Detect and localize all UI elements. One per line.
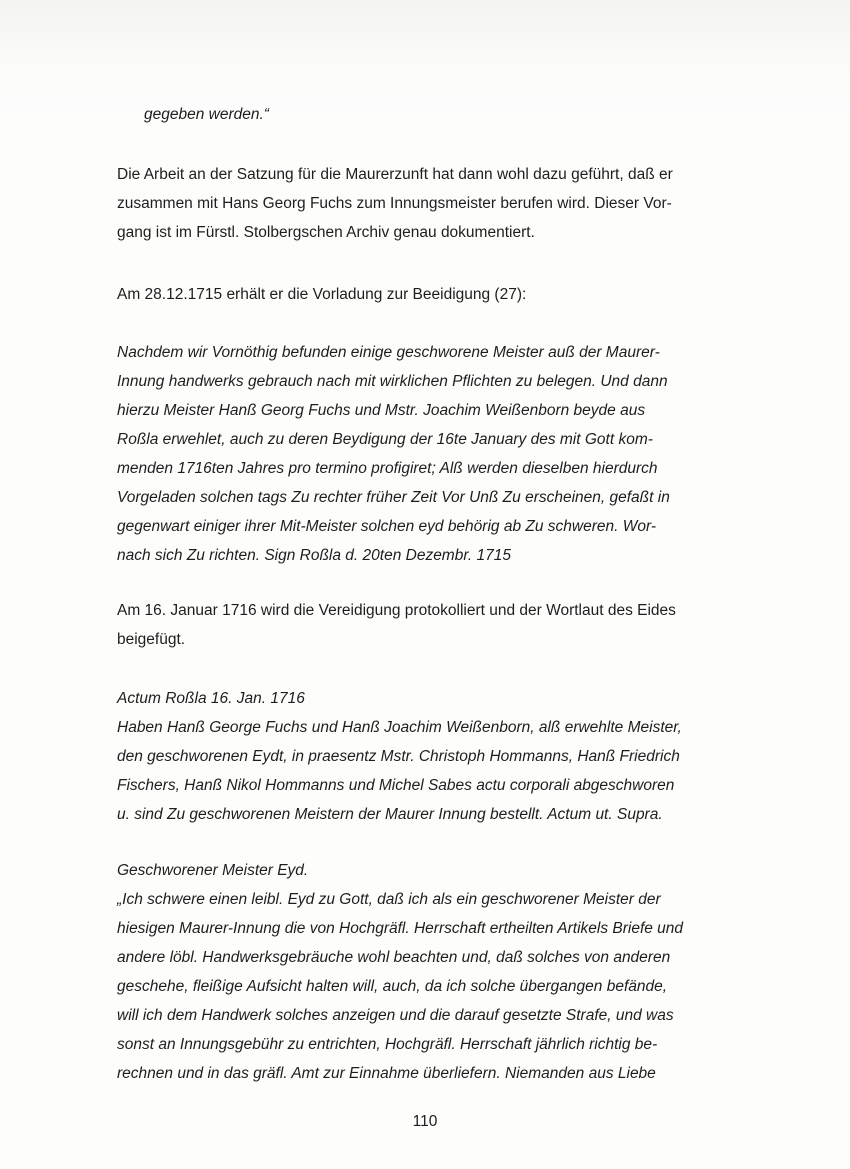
paragraph-satzung <box>117 160 717 247</box>
quote-heading: Actum Roßla 16. Jan. 1716 <box>117 690 305 707</box>
paragraph-vereidigung <box>117 596 717 654</box>
quote-line: menden 1716ten Jahres pro termino profigiret; Alß werden dieselben hierdurch <box>117 460 658 477</box>
quote-line: geschehe, fleißige Aufsicht halten will, auch, da ich solche übergangen befände, <box>117 978 668 995</box>
text-line: Am 28.12.1715 erhält er die Vorladung zur Beeidigung (27): <box>117 286 527 303</box>
quote-end-line: gegeben werden.“ <box>144 106 269 123</box>
quote-line: andere löbl. Handwerksgebräuche wohl beachten und, daß solches von anderen <box>117 949 671 966</box>
paragraph-vorladung <box>117 280 717 309</box>
quote-eyd <box>117 856 717 1088</box>
quote-line: den geschworenen Eydt, in praesentz Mstr. Christoph Hommanns, Hanß Friedrich <box>117 748 680 765</box>
quote-line: „Ich schwere einen leibl. Eyd zu Gott, daß ich als ein geschworener Meister der <box>117 891 661 908</box>
quote-line: Nachdem wir Vornöthig befunden einige geschworene Meister auß der Maurer- <box>117 344 660 361</box>
quote-line: Fischers, Hanß Nikol Hommanns und Michel Sabes actu corporali abgeschworen <box>117 777 675 794</box>
quote-line: Innung handwerks gebrauch nach mit wirklichen Pflichten zu belegen. Und dann <box>117 373 668 390</box>
quote-line: will ich dem Handwerk solches anzeigen und die darauf gesetzte Strafe, und was <box>117 1007 674 1024</box>
page-number: 110 <box>412 1113 438 1130</box>
quote-heading: Geschworener Meister Eyd. <box>117 862 309 879</box>
quote-line: u. sind Zu geschworenen Meistern der Maurer Innung bestellt. Actum ut. Supra. <box>117 806 663 823</box>
quote-line: Vorgeladen solchen tags Zu rechter früher Zeit Vor Unß Zu erscheinen, gefaßt in <box>117 489 670 506</box>
text-line: gang ist im Fürstl. Stolbergschen Archiv genau dokumentiert. <box>117 224 535 241</box>
text-line: Am 16. Januar 1716 wird die Vereidigung protokolliert und der Wortlaut des Eides <box>117 602 676 619</box>
quote-line: rechnen und in das gräfl. Amt zur Einnahme überliefern. Niemanden aus Liebe <box>117 1065 656 1082</box>
quote-line: hierzu Meister Hanß Georg Fuchs und Mstr. Joachim Weißenborn beyde aus <box>117 402 646 419</box>
quote-fragment <box>144 100 744 129</box>
quote-line: gegenwart einiger ihrer Mit-Meister solchen eyd behörig ab Zu schweren. Wor- <box>117 518 657 535</box>
text-line: zusammen mit Hans Georg Fuchs zum Innungsmeister berufen wird. Dieser Vor- <box>117 195 672 212</box>
text-line: Die Arbeit an der Satzung für die Maurerzunft hat dann wohl dazu geführt, daß er <box>117 166 673 183</box>
quote-line: sonst an Innungsgebühr zu entrichten, Hochgräfl. Herrschaft jährlich richtig be- <box>117 1036 658 1053</box>
quote-line: Haben Hanß George Fuchs und Hanß Joachim Weißenborn, alß erwehlte Meister, <box>117 719 682 736</box>
text-line: beigefügt. <box>117 631 186 648</box>
quote-line: nach sich Zu richten. Sign Roßla d. 20ten Dezembr. 1715 <box>117 547 512 564</box>
quote-vorladung <box>117 338 717 570</box>
quote-actum <box>117 684 717 829</box>
quote-line: hiesigen Maurer-Innung die von Hochgräfl. Herrschaft ertheilten Artikels Briefe und <box>117 920 684 937</box>
quote-line: Roßla erwehlet, auch zu deren Beydigung der 16te January des mit Gott kom- <box>117 431 653 448</box>
